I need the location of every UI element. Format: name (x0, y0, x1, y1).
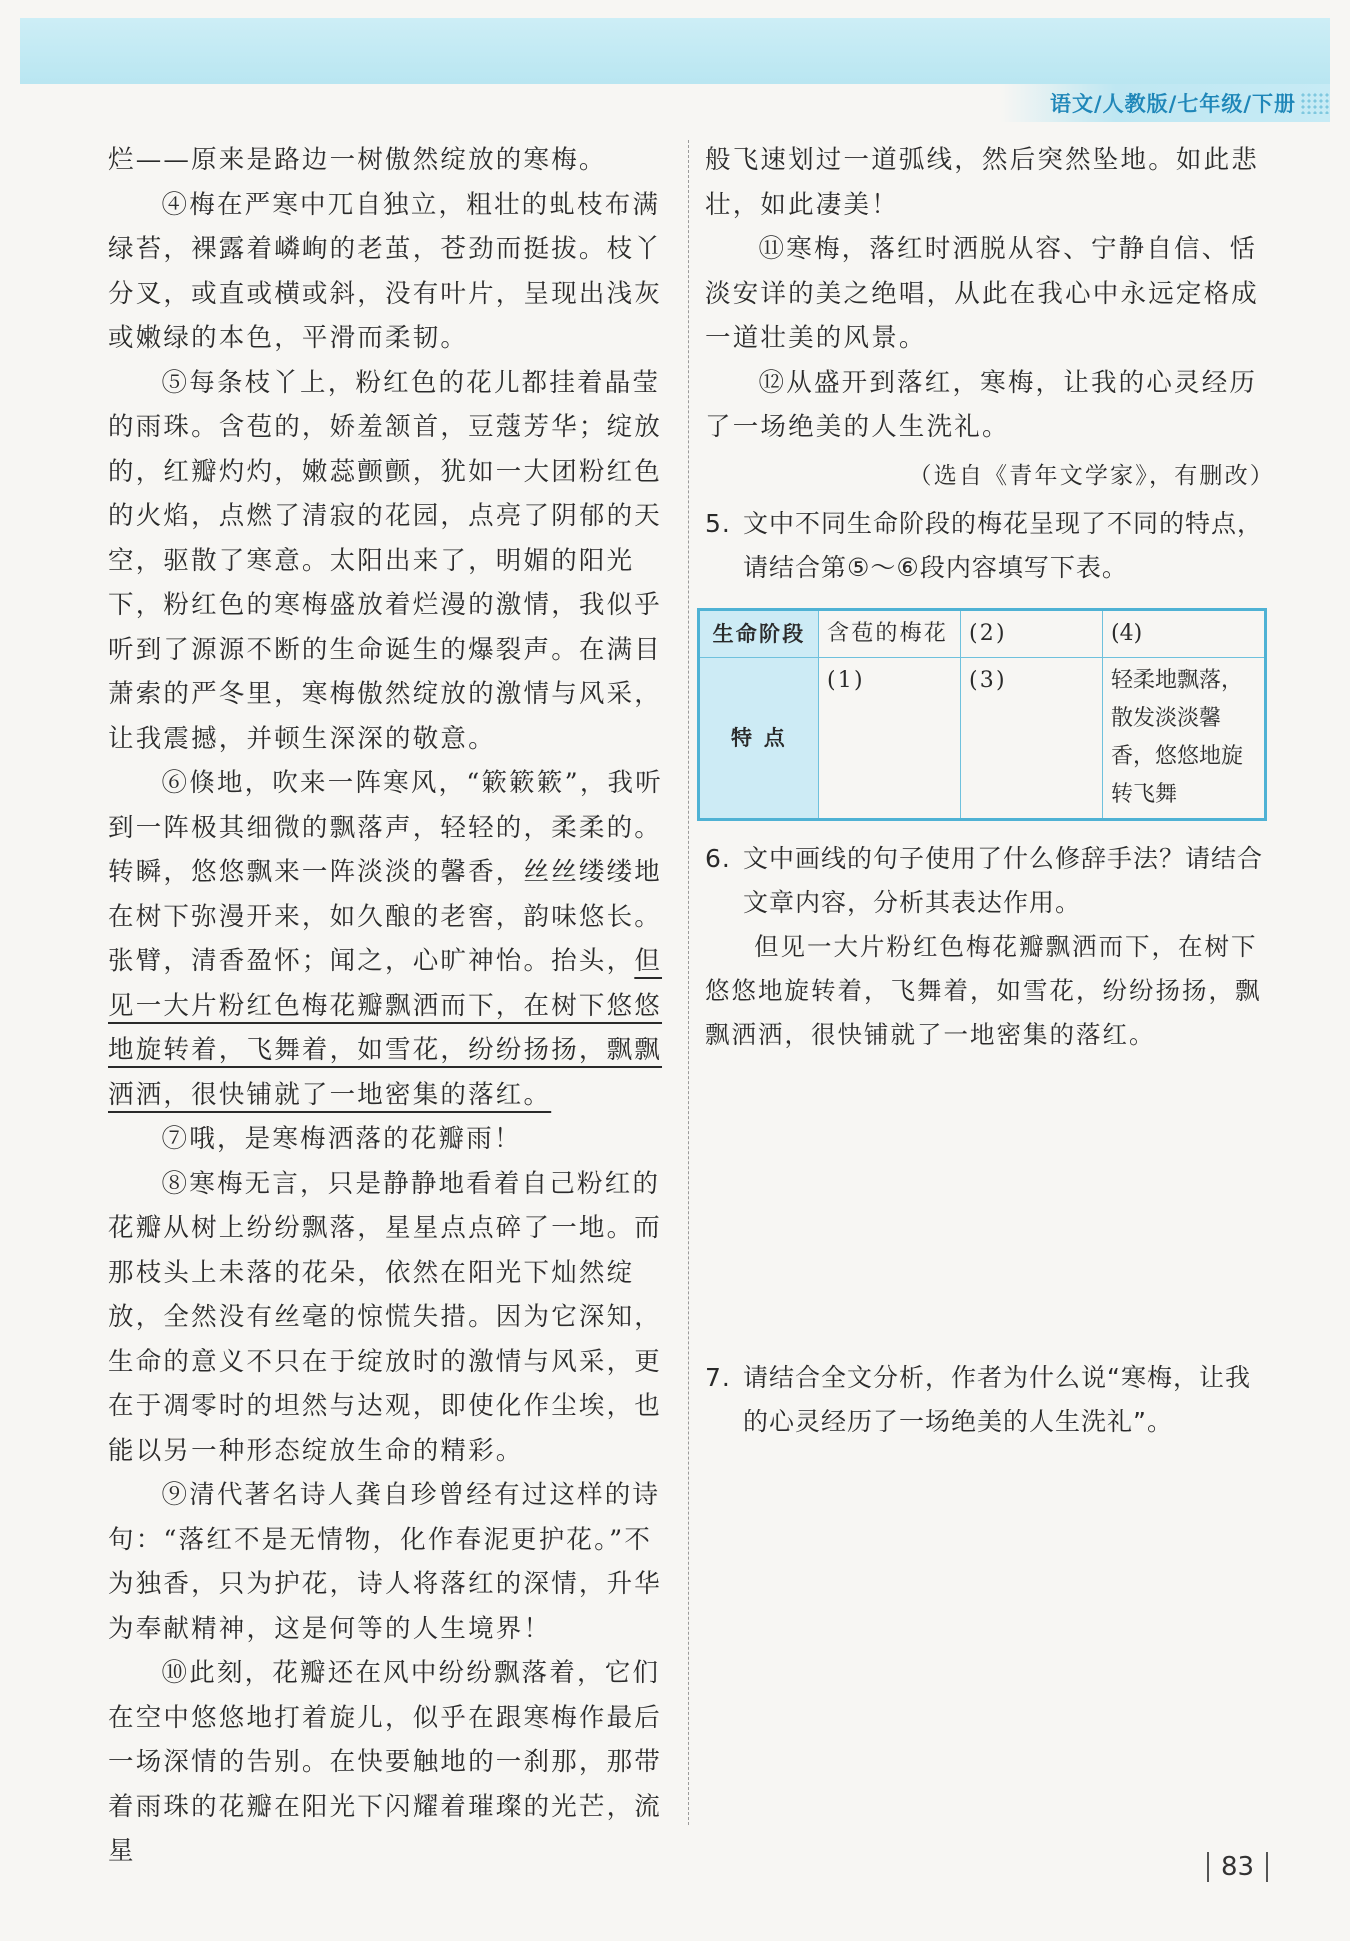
page-number (1195, 1852, 1280, 1882)
question-5-number: 5. (705, 509, 731, 538)
paragraph-10: ⑩此刻，花瓣还在风中纷纷飘落着，它们在空中悠悠地打着旋儿，似乎在跟寒梅作最后一场深情的告别。在快要触地的一刹那，那带着雨珠的花瓣在阳光下闪耀着璀璨的光芒，流星 (108, 1658, 663, 1866)
question-7-number: 7. (705, 1363, 731, 1392)
paragraph-6-text: ⑥倏地，吹来一阵寒风，“簌簌簌”，我听到一阵极其细微的飘落声，轻轻的，柔柔的。转瞬，悠悠飘来一阵淡淡的馨香，丝丝缕缕地在树下弥漫开来，如久酿的老窖，韵味悠长。张臂，清香盈怀；闻之，心旷神怡。抬头， (108, 768, 663, 976)
question-7 (705, 1356, 1275, 1444)
table-blank-1[interactable]: (1) (819, 658, 961, 820)
paragraph-6 (108, 761, 671, 1117)
paragraph-12: ⑫从盛开到落红，寒梅，让我的心灵经历了一场绝美的人生洗礼。 (705, 367, 1258, 442)
paragraph-10-end: 般飞速划过一道弧线，然后突然坠地。如此悲壮，如此凄美！ (705, 145, 1260, 220)
paragraph-7: ⑦哦，是寒梅洒落的花瓣雨！ (161, 1124, 522, 1154)
paragraph-8: ⑧寒梅无言，只是静静地看着自己粉红的花瓣从树上纷纷飘落，星星点点碎了一地。而那枝头上未落的花朵，依然在阳光下灿然绽放，全然没有丝毫的惊慌失措。因为它深知，生命的意义不只在于绽放时的激情与风采，更在于凋零时的坦然与达观，即使化作尘埃，也能以另一种形态绽放生命的精彩。 (108, 1168, 663, 1466)
column-divider (688, 140, 689, 1825)
table-cell-bud: 含苞的梅花 (819, 610, 961, 658)
underlined-sentence: 但见一大片粉红色梅花瓣飘洒而下，在树下悠悠地旋转着，飞舞着，如雪花，纷纷扬扬，飘飘洒洒，很快铺就了一地密集的落红。 (108, 946, 663, 1110)
answer-table (697, 608, 1267, 821)
page-number-bar-left (1207, 1852, 1209, 1882)
source-citation: （选自《青年文学家》，有删改） (908, 462, 1275, 489)
table-blank-4[interactable]: (4) (1103, 610, 1266, 658)
right-column (705, 138, 1275, 1057)
page-number-bar-right (1266, 1852, 1268, 1882)
paragraph-9: ⑨清代著名诗人龚自珍曾经有过这样的诗句：“落红不是无情物，化作春泥更护花。”不为独香，只为护花，诗人将落红的深情，升华为奉献精神，这是何等的人生境界！ (108, 1480, 663, 1644)
question-6-text: 文中画线的句子使用了什么修辞手法？请结合文章内容，分析其表达作用。 (743, 844, 1264, 917)
paragraph-5: ⑤每条枝丫上，粉红色的花儿都挂着晶莹的雨珠。含苞的，娇羞颔首，豆蔻芳华；绽放的，红瓣灼灼，嫩蕊颤颤，犹如一大团粉红色的火焰，点燃了清寂的花园，点亮了阴郁的天空，驱散了寒意。太阳出来了，明媚的阳光下，粉红色的寒梅盛放着烂漫的激情，我似乎听到了源源不断的生命诞生的爆裂声。在满目萧索的严冬里，寒梅傲然绽放的激情与风采，让我震撼，并顿生深深的敬意。 (108, 367, 663, 754)
paragraph-3-end: 烂——原来是路边一树傲然绽放的寒梅。 (108, 145, 607, 175)
page-number-text: 83 (1221, 1852, 1255, 1882)
table-blank-2[interactable]: (2) (961, 610, 1103, 658)
question-6-quote: 但见一大片粉红色梅花瓣飘洒而下，在树下悠悠地旋转着，飞舞着，如雪花，纷纷扬扬，飘飘洒洒，很快铺就了一地密集的落红。 (705, 932, 1262, 1049)
header-band (20, 18, 1330, 84)
question-6 (705, 837, 1275, 925)
question-7-text: 请结合全文分析，作者为什么说“寒梅，让我的心灵经历了一场绝美的人生洗礼”。 (743, 1363, 1251, 1436)
header-dots-decoration (1300, 92, 1330, 114)
left-column (108, 138, 671, 1874)
question-5 (705, 502, 1275, 590)
question-5-text: 文中不同生命阶段的梅花呈现了不同的特点，请结合第⑤～⑥段内容填写下表。 (743, 509, 1264, 582)
table-cell-falling-feature: 轻柔地飘落，散发淡淡馨香，悠悠地旋转飞舞 (1103, 658, 1266, 820)
table-blank-3[interactable]: (3) (961, 658, 1103, 820)
paragraph-4: ④梅在严寒中兀自独立，粗壮的虬枝布满绿苔，裸露着嶙峋的老茧，苍劲而挺拔。枝丫分叉，或直或横或斜，没有叶片，呈现出浅灰或嫩绿的本色，平滑而柔韧。 (108, 189, 663, 353)
paragraph-11: ⑪寒梅，落红时洒脱从容、宁静自信、恬淡安详的美之绝唱，从此在我心中永远定格成一道壮美的风景。 (705, 234, 1260, 353)
book-tag (1000, 84, 1330, 122)
table-header-stage: 生命阶段 (699, 610, 819, 658)
book-tag-text: 语文/人教版/七年级/下册 (1049, 92, 1296, 116)
question-6-number: 6. (705, 844, 731, 873)
table-header-feature: 特 点 (699, 658, 819, 820)
question-7-block (705, 1352, 1275, 1444)
